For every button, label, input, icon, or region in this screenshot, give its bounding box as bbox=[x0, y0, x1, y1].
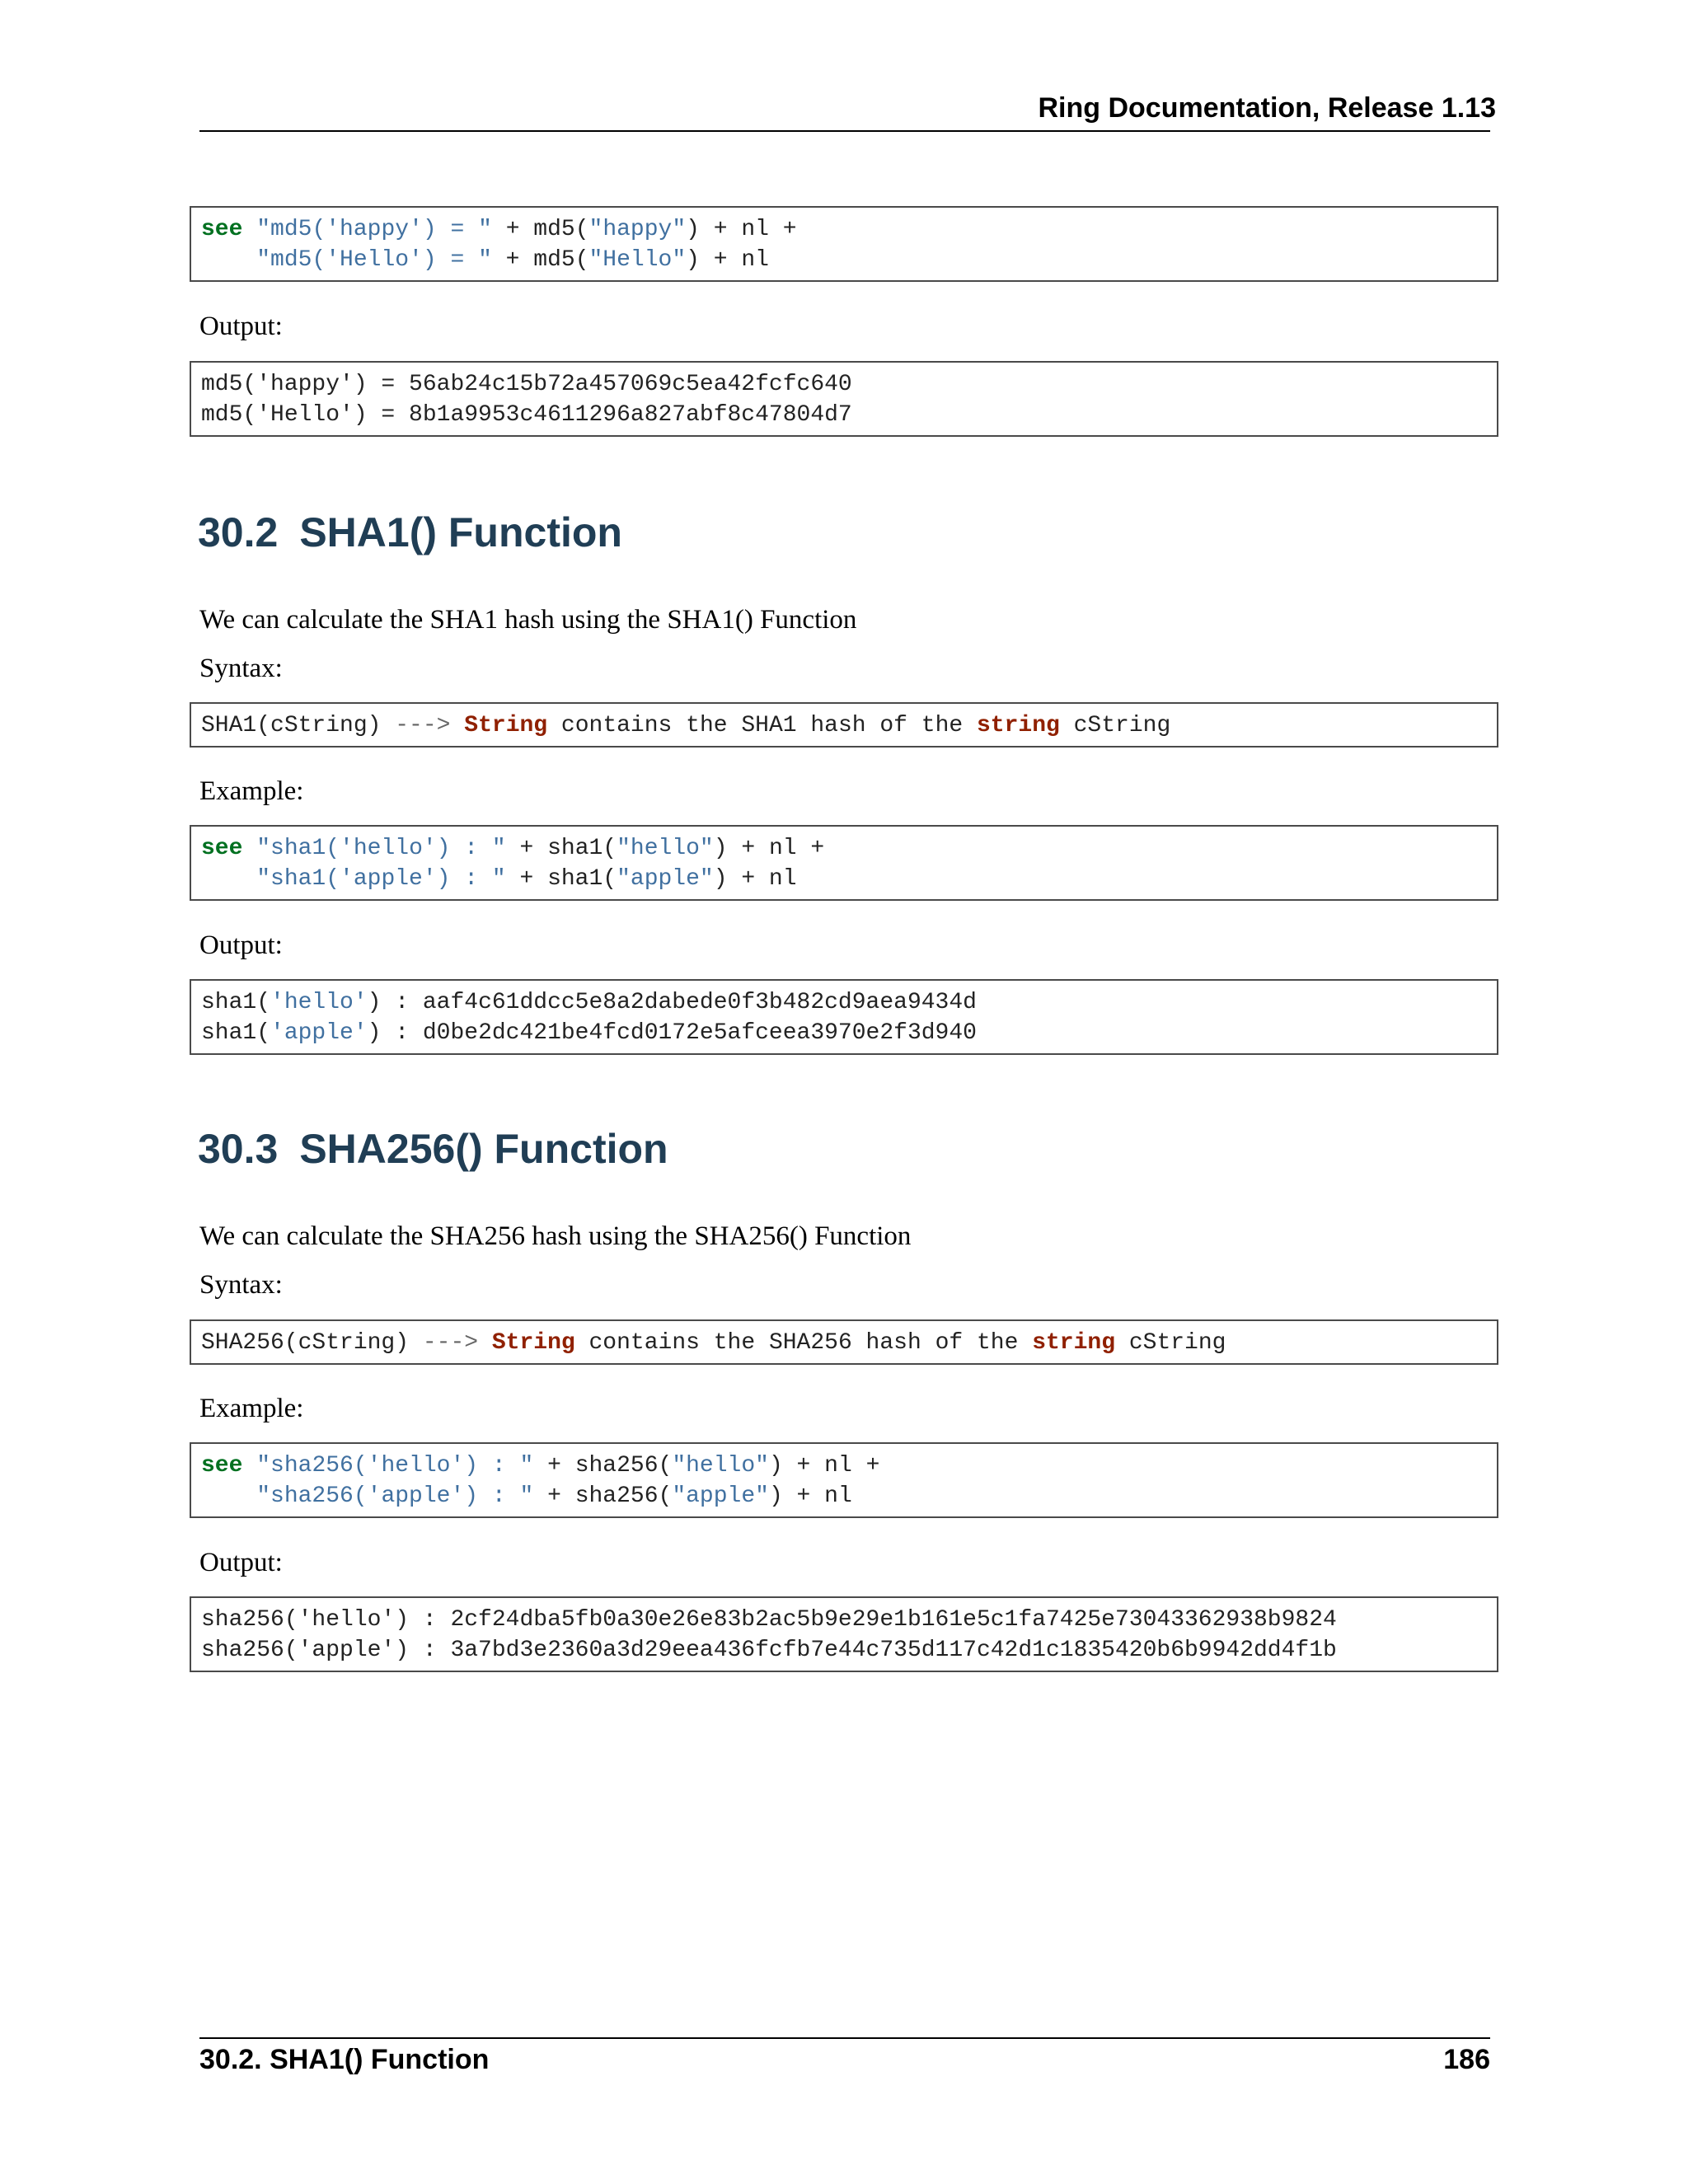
output-string: 'hello' bbox=[270, 990, 368, 1015]
sha256-example-label: Example: bbox=[199, 1394, 304, 1423]
code-text: + md5( bbox=[491, 217, 589, 242]
md5-output-block bbox=[190, 361, 1498, 437]
code-string: "sha256('apple') : " bbox=[256, 1483, 534, 1509]
output-line bbox=[201, 990, 977, 1015]
code-text: + sha1( bbox=[505, 836, 617, 861]
header-rule bbox=[199, 130, 1490, 132]
section-heading-sha256 bbox=[198, 1125, 668, 1173]
code-text: contains the SHA256 hash of the bbox=[574, 1330, 1033, 1356]
md5-output-label: Output: bbox=[199, 312, 283, 341]
section-heading-sha1 bbox=[198, 509, 622, 556]
code-string: "apple" bbox=[617, 866, 714, 892]
code-indent bbox=[201, 866, 256, 892]
code-space bbox=[450, 713, 464, 738]
output-line: md5('happy') = 56ab24c15b72a457069c5ea42fcfc640 bbox=[201, 372, 852, 397]
code-line bbox=[201, 836, 824, 861]
code-line bbox=[201, 217, 797, 242]
code-string: "apple" bbox=[672, 1483, 769, 1509]
code-indent bbox=[201, 247, 256, 273]
code-type: string bbox=[1032, 1330, 1116, 1356]
code-space bbox=[478, 1330, 492, 1356]
sha256-example-code-block bbox=[190, 1442, 1498, 1518]
sha1-output-label: Output: bbox=[199, 930, 283, 960]
code-text: ) + nl bbox=[768, 1483, 852, 1509]
footer-rule bbox=[199, 2037, 1490, 2039]
code-text: SHA1(cString) bbox=[201, 713, 396, 738]
section-number: 30.3 bbox=[198, 1126, 279, 1172]
code-string: "hello" bbox=[672, 1453, 769, 1479]
sha256-syntax-label: Syntax: bbox=[199, 1270, 283, 1300]
code-indent bbox=[201, 1483, 256, 1509]
code-string: "sha1('apple') : " bbox=[256, 866, 506, 892]
output-text: ) : d0be2dc421be4fcd0172e5afceea3970e2f3d940 bbox=[367, 1020, 977, 1046]
code-string: "sha1('hello') : " bbox=[256, 836, 506, 861]
sha256-syntax-block bbox=[190, 1319, 1498, 1365]
md5-example-code-block bbox=[190, 206, 1498, 282]
code-keyword: see bbox=[201, 1453, 243, 1479]
footer-page-number: 186 bbox=[1443, 2044, 1490, 2075]
output-line: sha256('apple') : 3a7bd3e2360a3d29eea436fcfb7e44c735d117c42d1c1835420b6b9942dd4f1b bbox=[201, 1638, 1337, 1663]
output-line: md5('Hello') = 8b1a9953c4611296a827abf8c47804d7 bbox=[201, 402, 852, 428]
code-text: + sha256( bbox=[533, 1483, 673, 1509]
code-operator: ---> bbox=[395, 713, 451, 738]
sha256-output-block bbox=[190, 1596, 1498, 1672]
code-text: SHA256(cString) bbox=[201, 1330, 423, 1356]
code-keyword: see bbox=[201, 217, 243, 242]
code-operator: ---> bbox=[422, 1330, 479, 1356]
output-text: ) : aaf4c61ddcc5e8a2dabede0f3b482cd9aea9434d bbox=[367, 990, 977, 1015]
sha1-syntax-block bbox=[190, 702, 1498, 748]
code-text: contains the SHA1 hash of the bbox=[547, 713, 977, 738]
code-text: cString bbox=[1115, 1330, 1226, 1356]
code-keyword: see bbox=[201, 836, 243, 861]
code-text: ) + nl + bbox=[713, 836, 825, 861]
code-line bbox=[201, 1483, 852, 1509]
code-text: ) + nl bbox=[713, 866, 797, 892]
code-string: "happy" bbox=[588, 217, 687, 242]
code-type: String bbox=[491, 1330, 575, 1356]
code-string: "md5('happy') = " bbox=[256, 217, 492, 242]
sha256-description: We can calculate the SHA256 hash using the SHA256() Function bbox=[199, 1221, 912, 1251]
sha1-example-code-block bbox=[190, 825, 1498, 901]
output-line: sha256('hello') : 2cf24dba5fb0a30e26e83b2ac5b9e29e1b161e5c1fa7425e73043362938b9824 bbox=[201, 1607, 1337, 1633]
output-text: sha1( bbox=[201, 1020, 271, 1046]
code-text: cString bbox=[1059, 713, 1171, 738]
output-line bbox=[201, 1020, 977, 1046]
code-string: "md5('Hello') = " bbox=[256, 247, 492, 273]
code-string: "Hello" bbox=[588, 247, 687, 273]
code-string: "hello" bbox=[617, 836, 714, 861]
code-text: ) + nl + bbox=[768, 1453, 880, 1479]
sha1-example-label: Example: bbox=[199, 776, 304, 806]
code-string: "sha256('hello') : " bbox=[256, 1453, 534, 1479]
sha256-output-label: Output: bbox=[199, 1548, 283, 1577]
section-number: 30.2 bbox=[198, 509, 279, 555]
output-text: sha1( bbox=[201, 990, 271, 1015]
sha1-output-block bbox=[190, 979, 1498, 1055]
code-text: + sha256( bbox=[533, 1453, 673, 1479]
code-text: ) + nl + bbox=[686, 217, 797, 242]
output-string: 'apple' bbox=[270, 1020, 368, 1046]
code-line bbox=[201, 866, 797, 892]
sha1-syntax-label: Syntax: bbox=[199, 654, 283, 683]
header-title: Ring Documentation, Release 1.13 bbox=[1038, 92, 1496, 124]
footer-section-title: 30.2. SHA1() Function bbox=[199, 2044, 490, 2075]
code-text: + md5( bbox=[491, 247, 589, 273]
code-text: + sha1( bbox=[505, 866, 617, 892]
code-text: ) + nl bbox=[686, 247, 769, 273]
sha1-description: We can calculate the SHA1 hash using the SHA1() Function bbox=[199, 605, 857, 635]
code-line bbox=[201, 1453, 879, 1479]
section-title: SHA256() Function bbox=[299, 1126, 668, 1172]
section-title: SHA1() Function bbox=[299, 509, 622, 555]
code-type: String bbox=[464, 713, 548, 738]
code-type: string bbox=[977, 713, 1060, 738]
code-line bbox=[201, 247, 769, 273]
